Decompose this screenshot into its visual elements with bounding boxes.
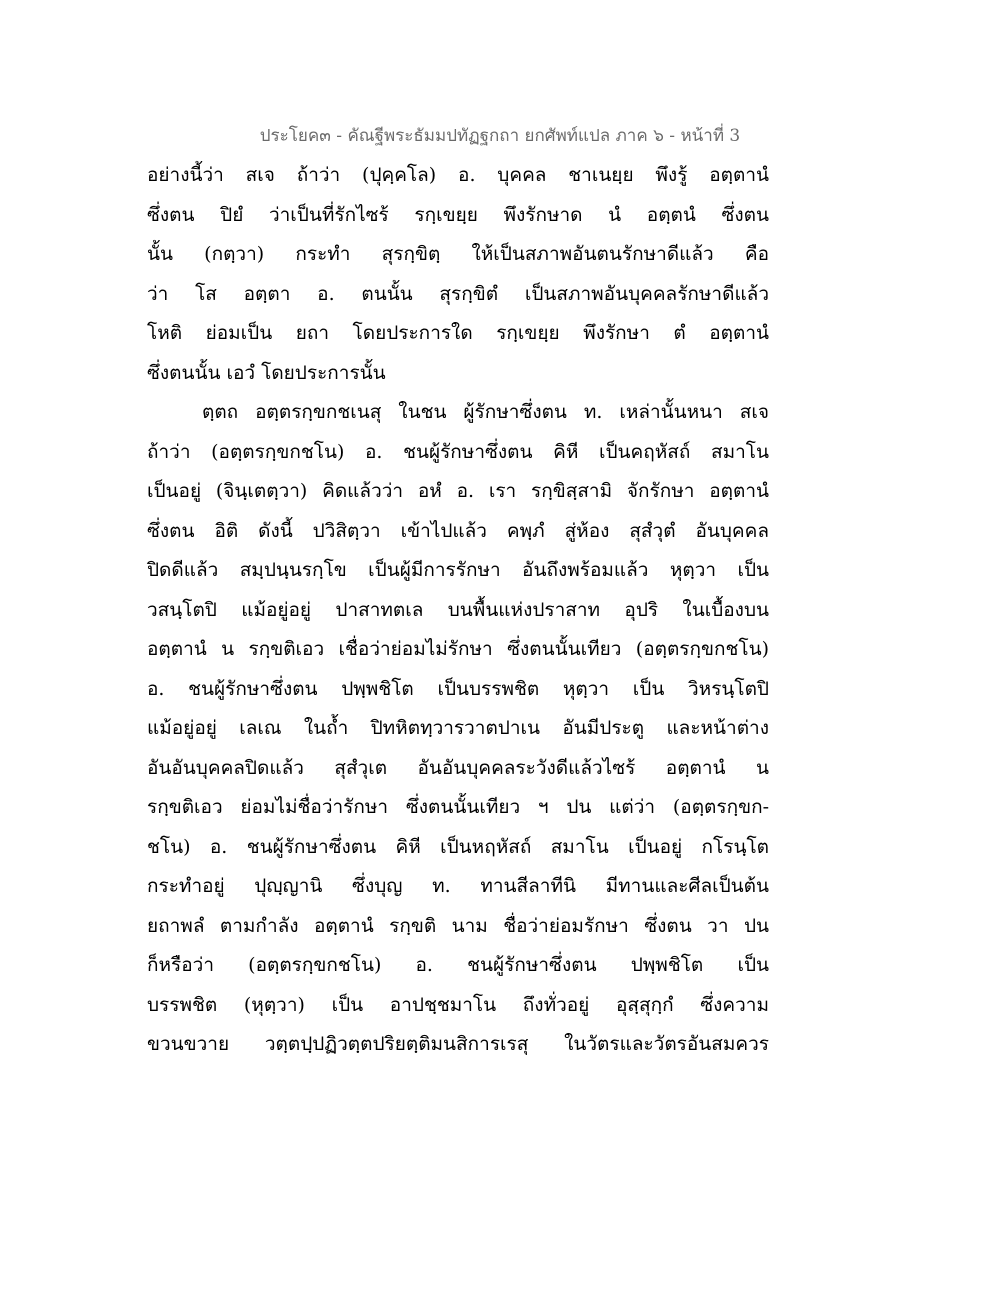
- text-line: นั้น (กตฺวา) กระทำ สุรกฺขิตฺ ให้เป็นสภาพอันตนรักษาดีแล้ว คือ: [147, 243, 769, 265]
- text-line: ขวนขวาย วตฺตปฺปฏิวตฺตปริยตฺติมนสิการเรสุ ในวัตรและวัตรอันสมควร: [147, 1033, 769, 1055]
- text-line: บรรพชิต (หุตฺวา) เป็น อาปชฺชมาโน ถึงทั่วอยู่ อุสฺสุกฺกํ ซึ่งความ: [147, 993, 769, 1016]
- text-line: อันอันบุคคลปิดแล้ว สุสํวุเต อันอันบุคคลระวังดีแล้วไซร้ อตฺตานํ น: [147, 756, 769, 779]
- text-line: ยถาพลํ ตามกำลัง อตฺตานํ รกฺขติ นาม ชื่อว่าย่อมรักษา ซึ่งตน วา ปน: [147, 914, 769, 937]
- text-line: วสนฺโตปิ แม้อยู่อยู่ ปาสาทตเล บนพื้นแห่งปราสาท อุปริ ในเบื้องบน: [147, 598, 769, 621]
- text-line: ตฺตถ อตฺตรกฺขกชเนสุ ในชน ผู้รักษาซึ่งตน ท. เหล่านั้นหนา สเจ: [202, 401, 769, 423]
- text-line: ซึ่งตน ปิยํ ว่าเป็นที่รักไซร้ รกฺเขยฺย พึงรักษาด นํ อตฺตนํ ซึ่งตน: [147, 203, 769, 226]
- text-line: อ. ชนผู้รักษาซึ่งตน ปพฺพชิโต เป็นบรรพชิต หุตฺวา เป็น วิหรนฺโตปิ: [147, 677, 769, 700]
- text-line: ถ้าว่า (อตฺตรกฺขกชโน) อ. ชนผู้รักษาซึ่งตน คิหี เป็นคฤหัสถ์ สมาโน: [147, 440, 769, 463]
- text-line: ซึ่งตน อิติ ดังนี้ ปวิสิตฺวา เข้าไปแล้ว คพฺภํ สู่ห้อง สุสํวุตํ อันบุคคล: [147, 519, 769, 542]
- page-header: ประโยค๓ - คัณฐีพระธัมมปทัฏฐกถา ยกศัพท์แปล ภาค ๖ - หน้าที่ 3: [259, 126, 741, 146]
- text-line: โหติ ย่อมเป็น ยถา โดยประการใด รกฺเขยฺย พึงรักษา ตํ อตฺตานํ: [147, 322, 769, 344]
- paragraph-2: [147, 393, 769, 1065]
- text-line: เป็นอยู่ (จินฺเตตฺวา) คิดแล้วว่า อหํ อ. เรา รกฺขิสฺสามิ จักรักษา อตฺตานํ: [147, 480, 769, 502]
- paragraph-1: [147, 156, 769, 393]
- text-line: แม้อยู่อยู่ เลเณ ในถ้ำ ปิทหิตทฺวารวาตปาเน อันมีประตู และหน้าต่าง: [147, 717, 769, 739]
- text-line: ว่า โส อตฺตา อ. ตนนั้น สุรกฺขิตํ เป็นสภาพอันบุคคลรักษาดีแล้ว: [147, 282, 769, 305]
- text-line: ก็หรือว่า (อตฺตรกฺขกชโน) อ. ชนผู้รักษาซึ่งตน ปพฺพชิโต เป็น: [147, 954, 769, 976]
- text-line: อตฺตานํ น รกฺขติเอว เชื่อว่าย่อมไม่รักษา ซึ่งตนนั้นเทียว (อตฺตรกฺขกชโน): [147, 638, 769, 660]
- body-text: [147, 156, 769, 1065]
- text-line: อย่างนี้ว่า สเจ ถ้าว่า (ปุคฺคโล) อ. บุคคล ชาเนยฺย พึงรู้ อตฺตานํ: [147, 164, 769, 186]
- text-line: ปิดดีแล้ว สมฺปนฺนรกฺโข เป็นผู้มีการรักษา อันถึงพร้อมแล้ว หุตฺวา เป็น: [147, 559, 769, 581]
- text-line: ซึ่งตนนั้น เอวํ โดยประการนั้น: [147, 361, 386, 384]
- text-line: รกฺขติเอว ย่อมไม่ชื่อว่ารักษา ซึ่งตนนั้นเทียว ฯ ปน แต่ว่า (อตฺตรกฺขก-: [147, 796, 769, 818]
- text-line: ชโน) อ. ชนผู้รักษาซึ่งตน คิหี เป็นหฤหัสถ์ สมาโน เป็นอยู่ กโรนฺโต: [147, 835, 769, 858]
- text-line: กระทำอยู่ ปุญฺญานิ ซึ่งบุญ ท. ทานสีลาทีนิ มีทานและศีลเป็นต้น: [147, 875, 769, 897]
